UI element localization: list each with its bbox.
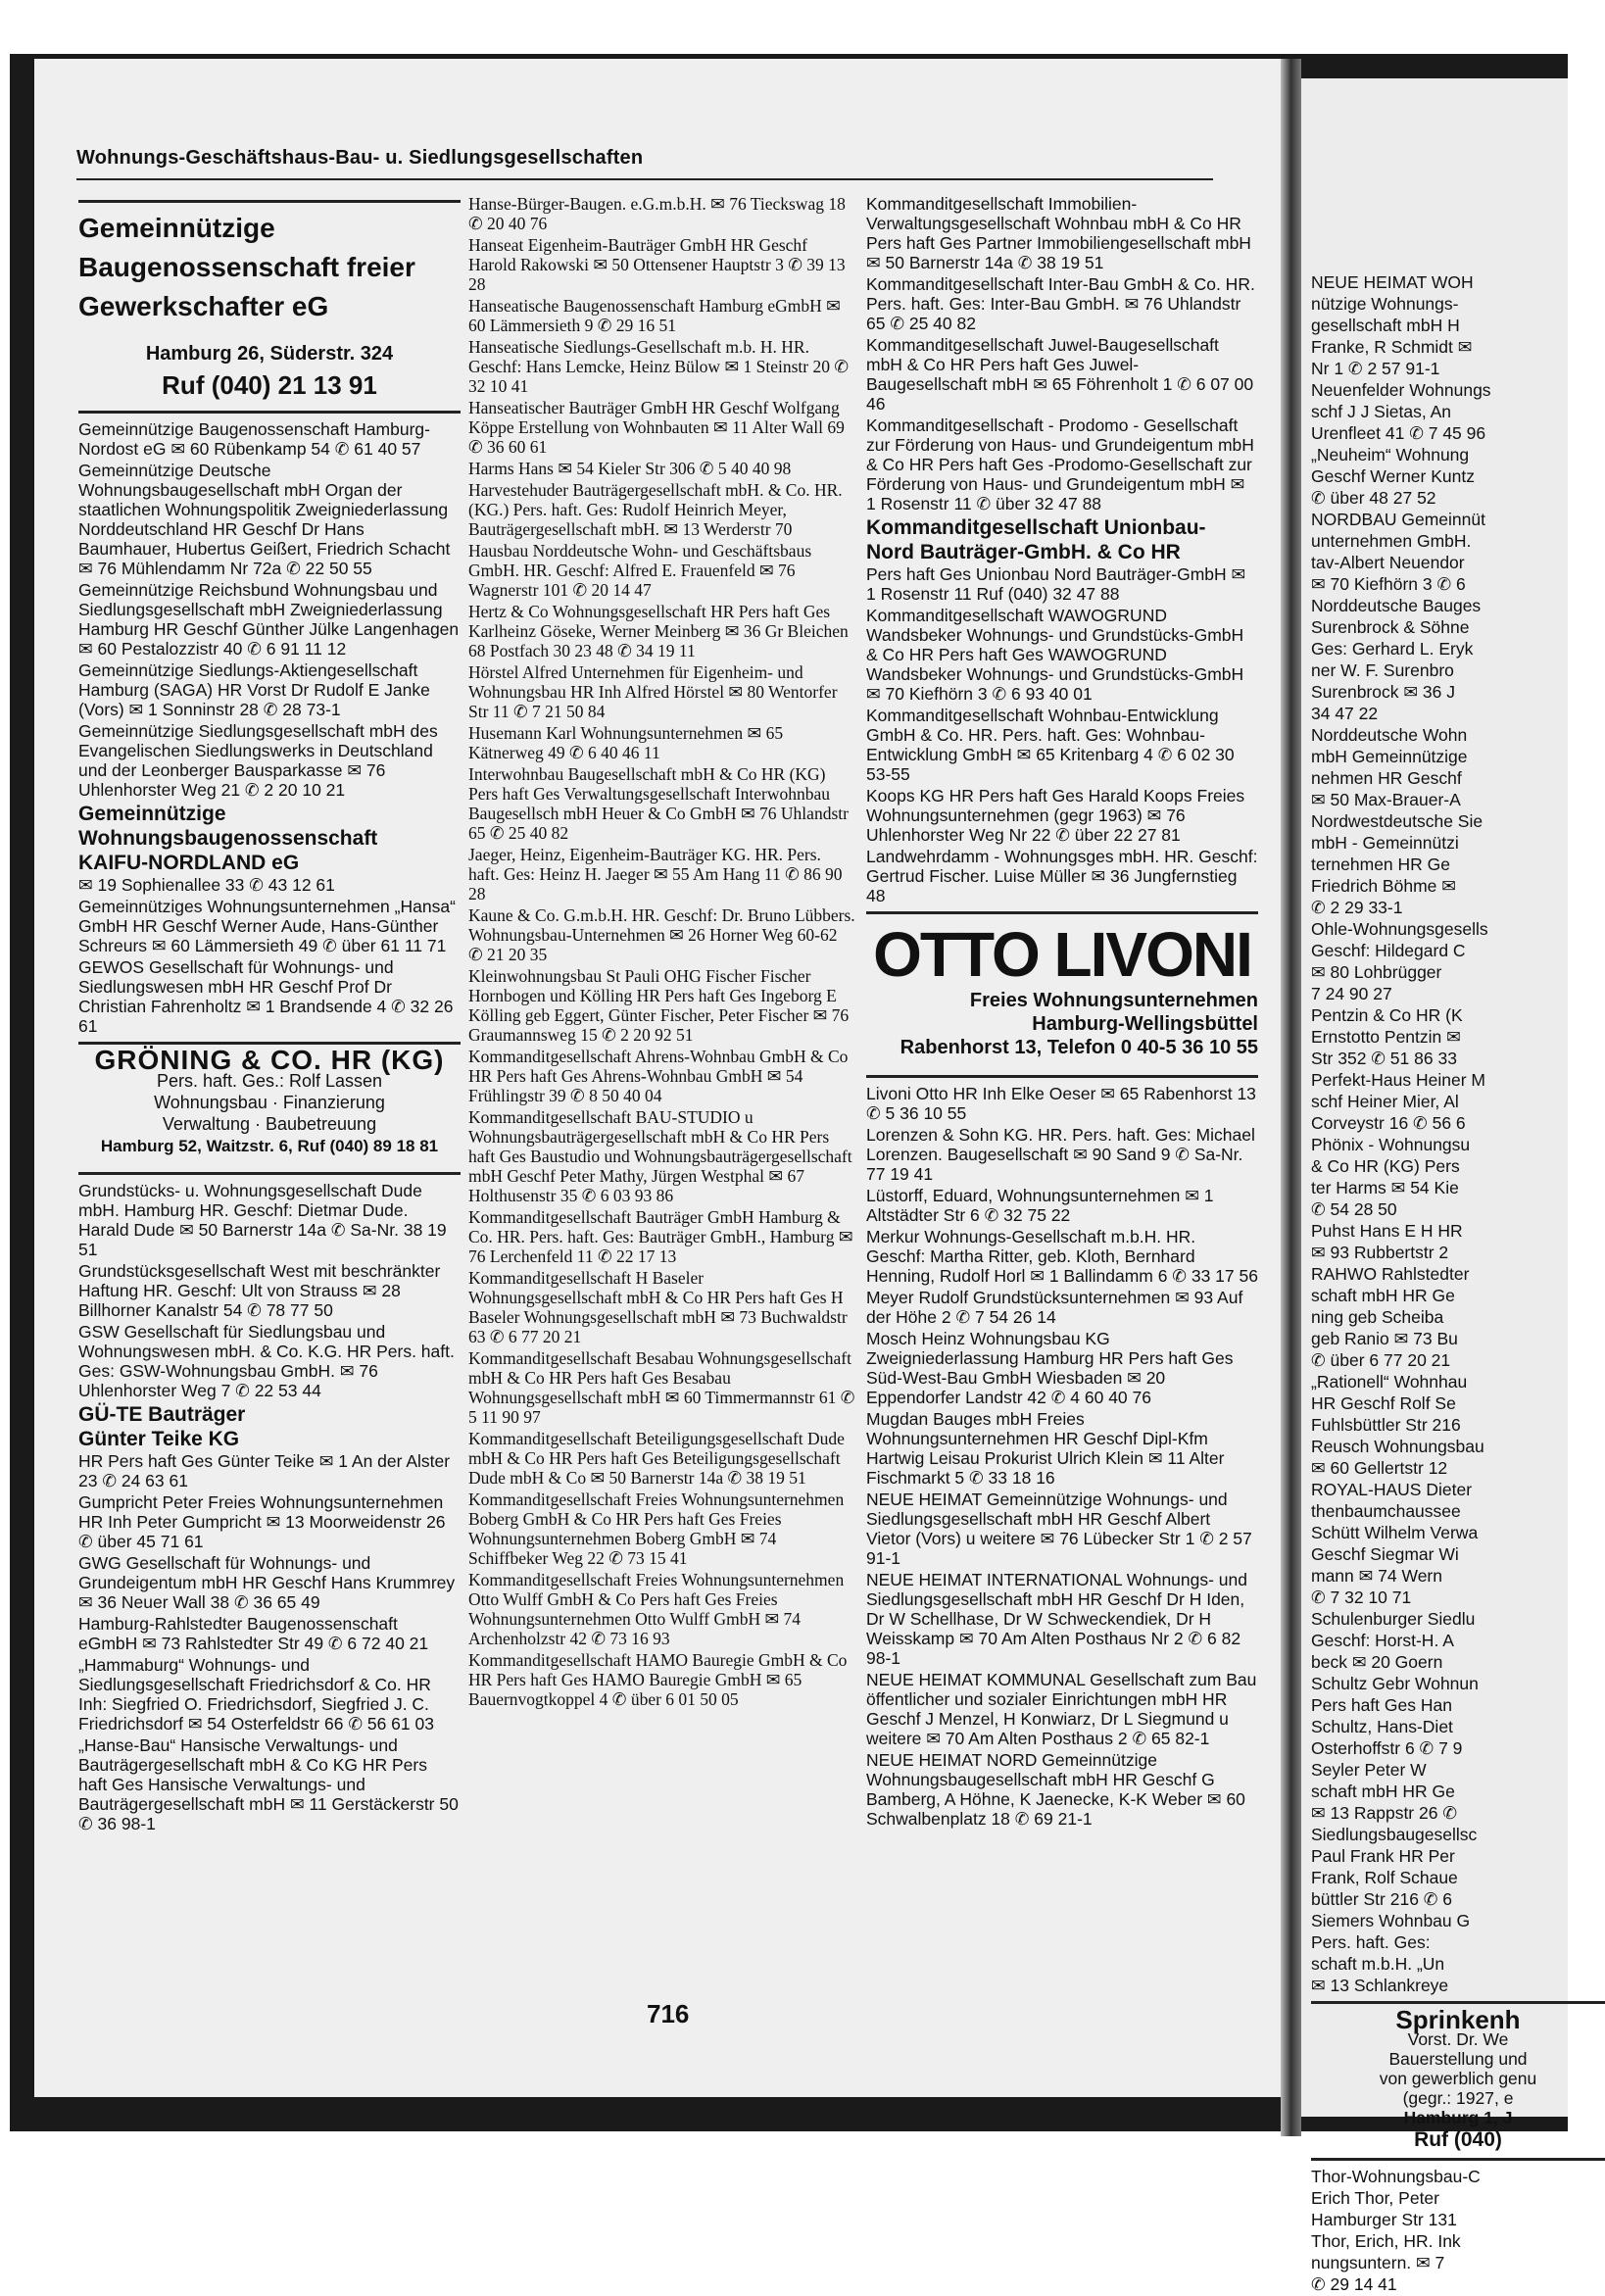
list-item-fragment: Seyler Peter W bbox=[1311, 1760, 1427, 1780]
list-item: Grundstücksgesellschaft West mit beschränkter Haftung HR. Geschf: Ult von Strauss ✉ 28 Billhorner Kanalstr 54 ✆ 78 77 50 bbox=[78, 1261, 441, 1320]
ad-address: Hamburg 1, J bbox=[1403, 2108, 1513, 2127]
list-item-fragment: unternehmen GmbH. bbox=[1311, 531, 1472, 551]
list-item-fragment: schf Heiner Mier, Al bbox=[1311, 1092, 1459, 1111]
column-4 bbox=[1311, 272, 1605, 2296]
list-item: Kommanditgesellschaft Beteiligungsgesellschaft Dude mbH & Co HR Pers haft Ges Beteiligungsgesellschaft Dude mbH & Co ✉ 50 Barnerstr 14a ✆ 38 19 51 bbox=[468, 1429, 845, 1488]
entry-name-line: Gemeinnützige bbox=[78, 803, 226, 825]
ad-name-line: Gewerkschafter eG bbox=[78, 291, 329, 321]
list-item: Hertz & Co Wohnungsgesellschaft HR Pers haft Ges Karlheinz Göseke, Werner Meinberg ✉ 36 Gr Bleichen 68 Postfach 30 23 48 ✆ 34 19 11 bbox=[468, 602, 849, 660]
list-item-fragment: Erich Thor, Peter bbox=[1311, 2188, 1439, 2208]
list-item: Gemeinnützige Siedlungsgesellschaft mbH des Evangelischen Siedlungswerks in Deutschland und der Leonberger Bausparkasse ✉ 76 Uhlenhorster Weg 21 ✆ 2 20 10 21 bbox=[78, 721, 438, 800]
list-item-fragment: Pers haft Ges Han bbox=[1311, 1695, 1452, 1715]
ad-line: Pers. haft. Ges.: Rolf Lassen bbox=[156, 1071, 383, 1091]
list-item: Kaune & Co. G.m.b.H. HR. Geschf: Dr. Bruno Lübbers. Wohnungsbau-Unternehmen ✉ 26 Horner Weg 60-62 ✆ 21 20 35 bbox=[468, 905, 855, 964]
list-item: Kommanditgesellschaft Juwel-Baugesellschaft mbH & Co HR Pers haft Ges Juwel-Baugesellschaft mbH ✉ 65 Föhrenholt 1 ✆ 6 07 00 46 bbox=[866, 335, 1254, 414]
list-item-fragment: Friedrich Böhme ✉ bbox=[1311, 876, 1456, 896]
list-item-fragment: Geschf: Hildegard C bbox=[1311, 941, 1466, 960]
list-item: NEUE HEIMAT INTERNATIONAL Wohnungs- und Siedlungsgesellschaft mbH HR Geschf Dr H Iden, Dr W Schellhase, Dr W Schweckendiek, Dr H Weisskamp ✉ 70 Am Alten Posthaus Nr 2 ✆ 6 82 98-1 bbox=[866, 1570, 1248, 1668]
list-item: NEUE HEIMAT KOMMUNAL Gesellschaft zum Bau öffentlicher und sozialer Einrichtungen mbH HR Geschf J Menzel, H Konwiarz, Dr L Siegmund u weitere ✉ 70 Am Alten Posthaus 2 ✆ 65 82-1 bbox=[866, 1670, 1257, 1748]
list-item: Kommanditgesellschaft - Prodomo - Gesellschaft zur Förderung von Haus- und Grundeigentum mbH & Co HR Pers haft Ges -Prodomo-Gesellschaft zur Förderung von Haus- und Grundeigentum mbH ✉ 1 Rosenstr 11 ✆ über 32 47 88 bbox=[866, 415, 1254, 513]
list-item-fragment: Ernstotto Pentzin ✉ bbox=[1311, 1027, 1461, 1047]
list-item: Gumpricht Peter Freies Wohnungsunternehmen HR Inh Peter Gumpricht ✉ 13 Moorweidenstr 26 ✆ über 45 71 61 bbox=[78, 1492, 446, 1551]
list-item-fragment: ✉ 70 Kiefhörn 3 ✆ 6 bbox=[1311, 574, 1466, 594]
list-item-fragment: ✆ 54 28 50 bbox=[1311, 1199, 1397, 1219]
list-item-fragment: Norddeutsche Bauges bbox=[1311, 596, 1482, 615]
list-item-fragment: schaft mbH HR Ge bbox=[1311, 1782, 1455, 1801]
list-item: Landwehrdamm - Wohnungsges mbH. HR. Geschf: Gertrud Fischer. Luise Müller ✉ 36 Jungfernstieg 48 bbox=[866, 847, 1258, 905]
list-item: Harms Hans ✉ 54 Kieler Str 306 ✆ 5 40 40 98 bbox=[468, 459, 792, 478]
list-item-fragment: Siedlungsbaugesellsc bbox=[1311, 1825, 1478, 1844]
ad-line: (gegr.: 1927, e bbox=[1402, 2088, 1514, 2108]
entry-kaifu-nordland bbox=[78, 802, 461, 895]
list-item-fragment: ✉ 50 Max-Brauer-A bbox=[1311, 790, 1461, 809]
column-3 bbox=[866, 194, 1258, 1831]
list-item-fragment: Ges: Gerhard L. Eryk bbox=[1311, 639, 1474, 659]
list-item-fragment: Reusch Wohnungsbau bbox=[1311, 1437, 1484, 1456]
list-item-fragment: ROYAL-HAUS Dieter bbox=[1311, 1480, 1473, 1499]
list-item-fragment: thenbaumchaussee bbox=[1311, 1501, 1461, 1521]
column-2 bbox=[468, 194, 855, 1711]
list-item-fragment: Geschf Werner Kuntz bbox=[1311, 466, 1475, 486]
list-item: NEUE HEIMAT Gemeinnützige Wohnungs- und Siedlungsgesellschaft mbH HR Geschf Albert Vietor (Vors) u weitere ✉ 76 Lübecker Str 1 ✆ 2 57 91-1 bbox=[866, 1490, 1252, 1568]
ad-phone: Ruf (040) bbox=[1414, 2128, 1502, 2151]
list-item-fragment: NORDBAU Gemeinnüt bbox=[1311, 510, 1485, 529]
column-1 bbox=[78, 194, 461, 1835]
list-item-fragment: „Neuheim“ Wohnung bbox=[1311, 445, 1470, 464]
list-item-fragment: Str 352 ✆ 51 86 33 bbox=[1311, 1049, 1457, 1068]
list-item-fragment: Geschf Siegmar Wi bbox=[1311, 1544, 1459, 1564]
list-item-fragment: büttler Str 216 ✆ 6 bbox=[1311, 1889, 1453, 1909]
page-right bbox=[1301, 78, 1568, 2294]
ad-sprinkenhof bbox=[1311, 2001, 1605, 2152]
list-item: Hörstel Alfred Unternehmen für Eigenheim- und Wohnungsbau HR Inh Alfred Hörstel ✉ 80 Wentorfer Str 11 ✆ 7 21 50 84 bbox=[468, 662, 838, 721]
list-item-fragment: ✉ 13 Schlankreye bbox=[1311, 1976, 1449, 1995]
list-item-fragment: NEUE HEIMAT WOH bbox=[1311, 272, 1474, 292]
list-item: Kleinwohnungsbau St Pauli OHG Fischer Fischer Hornbogen und Kölling HR Pers haft Ges Ingeborg E Kölling geb Eggert, Günter Fischer, Peter Fischer ✉ 76 Graumannsweg 15 ✆ 2 20 92 51 bbox=[468, 966, 850, 1045]
list-item-fragment: geb Ranio ✉ 73 Bu bbox=[1311, 1329, 1458, 1348]
ad-name: Sprinkenh bbox=[1395, 2005, 1521, 2034]
list-item: Kommanditgesellschaft Wohnbau-Entwicklung GmbH & Co. HR. Pers. haft. Ges: Wohnbau-Entwicklung GmbH ✉ 65 Kritenbarg 4 ✆ 6 02 30 53-55 bbox=[866, 706, 1235, 784]
list-item-fragment: Urenfleet 41 ✆ 7 45 96 bbox=[1311, 423, 1486, 443]
list-item-fragment: Siemers Wohnbau G bbox=[1311, 1911, 1471, 1930]
entry-detail: Pers haft Ges Unionbau Nord Bauträger-GmbH ✉ 1 Rosenstr 11 Ruf (040) 32 47 88 bbox=[866, 564, 1246, 604]
list-item: Gemeinnützige Siedlungs-Aktiengesellschaft Hamburg (SAGA) HR Vorst Dr Rudolf E Janke (Vors) ✉ 1 Sonninstr 28 ✆ 28 73-1 bbox=[78, 660, 430, 719]
list-item: Kommanditgesellschaft H Baseler Wohnungsgesellschaft mbH & Co HR Pers haft Ges H Baseler Wohnungsgesellschaft mbH ✉ 73 Buchwaldstr 63 ✆ 6 77 20 21 bbox=[468, 1268, 848, 1346]
entries-group-b bbox=[1311, 2158, 1605, 2294]
list-item: „Hammaburg“ Wohnungs- und Siedlungsgesellschaft Friedrichsdorf & Co. HR Inh: Siegfried O. Friedrichsdorf, Siegfried J. C. Friedrichsdorf ✉ 54 Osterfeldstr 66 ✆ 56 61 03 bbox=[78, 1655, 434, 1734]
list-item-fragment: Paul Frank HR Per bbox=[1311, 1846, 1455, 1866]
ad-line: Hamburg-Wellingsbüttel bbox=[1032, 1013, 1258, 1035]
list-item-fragment: gesellschaft mbH H bbox=[1311, 316, 1460, 335]
list-item-fragment: ✆ über 48 27 52 bbox=[1311, 488, 1436, 508]
entry-name-line: Nord Bauträger-GmbH. & Co HR bbox=[866, 541, 1181, 563]
ad-groening bbox=[78, 1042, 461, 1166]
list-item: Kommanditgesellschaft Bauträger GmbH Hamburg & Co. HR. Pers. haft. Ges: Bauträger GmbH., Hamburg ✉ 76 Lerchenfeld 11 ✆ 22 17 13 bbox=[468, 1207, 853, 1266]
list-item: Kommanditgesellschaft WAWOGRUND Wandsbeker Wohnungs- und Grundstücks-GmbH & Co HR Pers haft Ges WAWOGRUND Wandsbeker Wohnungs- und Grundstücks-GmbH ✉ 70 Kiefhörn 3 ✆ 6 93 40 01 bbox=[866, 606, 1244, 704]
list-item: Kommanditgesellschaft Besabau Wohnungsgesellschaft mbH & Co HR Pers haft Ges Besabau Wohnungsgesellschaft mbH ✉ 60 Timmermannstr 61 ✆ 5 11 90 97 bbox=[468, 1348, 855, 1427]
list-item-fragment: ternehmen HR Ge bbox=[1311, 855, 1451, 874]
entries-group-c bbox=[866, 1075, 1258, 1829]
list-item-fragment: nützige Wohnungs- bbox=[1311, 294, 1459, 314]
list-item-fragment: ✉ 80 Lohbrügger bbox=[1311, 962, 1442, 982]
list-item-fragment: 7 24 90 27 bbox=[1311, 984, 1392, 1003]
list-item: Hausbau Norddeutsche Wohn- und Geschäftsbaus GmbH. HR. Geschf: Alfred E. Frauenfeld ✉ 76 Wagnerstr 101 ✆ 20 14 47 bbox=[468, 541, 812, 600]
list-item-fragment: Surenbrock & Söhne bbox=[1311, 617, 1470, 637]
list-item: Husemann Karl Wohnungsunternehmen ✉ 65 Kätnerweg 49 ✆ 6 40 46 11 bbox=[468, 723, 784, 762]
ad-line: Freies Wohnungsunternehmen bbox=[969, 990, 1258, 1011]
list-item: Jaeger, Heinz, Eigenheim-Bauträger KG. HR. Pers. haft. Ges: Heinz H. Jaeger ✉ 55 Am Hang 11 ✆ 86 90 28 bbox=[468, 845, 843, 904]
page-header: Wohnungs-Geschäftshaus-Bau- u. Siedlungsgesellschaften bbox=[76, 147, 644, 169]
ad-name-line: Baugenossenschaft freier bbox=[78, 252, 415, 282]
ad-phone: Ruf (040) 21 13 91 bbox=[162, 370, 377, 400]
list-item-fragment: Osterhoffstr 6 ✆ 7 9 bbox=[1311, 1738, 1463, 1758]
list-item-fragment: ✆ 29 14 41 bbox=[1311, 2274, 1397, 2294]
list-item: Hanseatische Siedlungs-Gesellschaft m.b. H. HR. Geschf: Hans Lemcke, Heinz Bülow ✉ 1 Steinstr 20 ✆ 32 10 41 bbox=[468, 337, 849, 396]
list-item-fragment: beck ✉ 20 Goern bbox=[1311, 1652, 1443, 1672]
entry-unionbau bbox=[866, 515, 1258, 604]
ad-line: Rabenhorst 13, Telefon 0 40-5 36 10 55 bbox=[900, 1037, 1258, 1058]
list-item: Kommanditgesellschaft HAMO Bauregie GmbH & Co HR Pers haft Ges HAMO Bauregie GmbH ✉ 65 Bauernvogtkoppel 4 ✆ über 6 01 50 05 bbox=[468, 1650, 848, 1709]
entry-guete bbox=[78, 1402, 461, 1490]
list-item: Hamburg-Rahlstedter Baugenossenschaft eGmbH ✉ 73 Rahlstedter Str 49 ✆ 6 72 40 21 bbox=[78, 1614, 429, 1653]
list-item-fragment: schf J J Sietas, An bbox=[1311, 402, 1451, 421]
list-item: Interwohnbau Baugesellschaft mbH & Co HR (KG) Pers haft Ges Verwaltungsgesellschaft Interwohnbau Baugesellsch mbH Heuer & Co GmbH ✉ 76 Uhlandstr 65 ✆ 25 40 82 bbox=[468, 764, 849, 843]
ad-otto-livoni bbox=[866, 911, 1258, 1069]
ad-gemeinnuetzige-baugenossenschaft bbox=[78, 200, 461, 405]
list-item: Kommanditgesellschaft Immobilien-Verwaltungsgesellschaft Wohnbau mbH & Co HR Pers haft Ges Partner Immobiliengesellschaft mbH ✉ 50 Barnerstr 14a ✆ 38 19 51 bbox=[866, 194, 1251, 272]
list-item-fragment: Neuenfelder Wohnungs bbox=[1311, 380, 1491, 400]
list-item: Gemeinnützige Baugenossenschaft Hamburg-Nordost eG ✉ 60 Rübenkamp 54 ✆ 61 40 57 bbox=[78, 419, 430, 459]
list-item: Kommanditgesellschaft BAU-STUDIO u Wohnungsbauträgergesellschaft mbH & Co HR Pers haft Ges Baustudio und Wohnungsbauträgergesellschaft mbH Geschf Peter Mathy, Jürgen Westphal ✉ 67 Holthusenstr 35 ✆ 6 03 93 86 bbox=[468, 1107, 852, 1205]
list-item-fragment: schaft m.b.H. „Un bbox=[1311, 1954, 1445, 1974]
list-item-fragment: Schütt Wilhelm Verwa bbox=[1311, 1523, 1479, 1542]
list-item: Hanse-Bürger-Baugen. e.G.m.b.H. ✉ 76 Tieckswag 18 ✆ 20 40 76 bbox=[468, 194, 846, 233]
entry-name-line: Günter Teike KG bbox=[78, 1428, 240, 1450]
ad-line: Verwaltung · Baubetreuung bbox=[162, 1114, 377, 1134]
list-item: „Hanse-Bau“ Hansische Verwaltungs- und Bauträgergesellschaft mbH & Co KG HR Pers haft Ges Hansische Verwaltungs- und Bauträgergesellschaft mbH ✉ 11 Gerstäckerstr 50 ✆ 36 98-1 bbox=[78, 1735, 459, 1833]
list-item: Merkur Wohnungs-Gesellschaft m.b.H. HR. Geschf: Martha Ritter, geb. Kloth, Bernhard Henning, Rudolf Horl ✉ 1 Ballindamm 6 ✆ 33 17 56 bbox=[866, 1227, 1258, 1286]
list-item-fragment: ning geb Scheiba bbox=[1311, 1307, 1444, 1327]
ad-line: Bauerstellung und bbox=[1388, 2049, 1528, 2069]
ad-address: Hamburg 52, Waitzstr. 6, Ruf (040) 89 18 81 bbox=[100, 1137, 439, 1155]
entry-name-line: Kommanditgesellschaft Unionbau- bbox=[866, 516, 1206, 539]
list-item: Hanseatischer Bauträger GmbH HR Geschf Wolfgang Köppe Erstellung von Wohnbauten ✉ 11 Alter Wall 69 ✆ 36 60 61 bbox=[468, 398, 845, 457]
list-item-fragment: Puhst Hans E H HR bbox=[1311, 1221, 1463, 1241]
list-item-fragment: Schultz, Hans-Diet bbox=[1311, 1717, 1453, 1736]
list-item: Grundstücks- u. Wohnungsgesellschaft Dude mbH. Hamburg HR. Geschf: Dietmar Dude. Harald Dude ✉ 50 Barnerstr 14a ✆ Sa-Nr. 38 19 51 bbox=[78, 1181, 447, 1259]
list-item: Hanseat Eigenheim-Bauträger GmbH HR Geschf Harold Rakowski ✉ 50 Ottensener Hauptstr 3 ✆ 39 13 28 bbox=[468, 235, 846, 294]
list-item-fragment: „Rationell“ Wohnhau bbox=[1311, 1372, 1468, 1392]
entry-name-line: Wohnungsbaugenossenschaft bbox=[78, 827, 378, 850]
entry-detail: ✉ 19 Sophienallee 33 ✆ 43 12 61 bbox=[78, 875, 335, 895]
list-item-fragment: ✆ über 6 77 20 21 bbox=[1311, 1350, 1451, 1370]
list-item: Kommanditgesellschaft Freies Wohnungsunternehmen Boberg GmbH & Co HR Pers haft Ges Freies Wohnungsunternehmen Boberg GmbH ✉ 74 Schiffbeker Weg 22 ✆ 73 15 41 bbox=[468, 1490, 845, 1568]
entry-name-line: GÜ-TE Bauträger bbox=[78, 1403, 246, 1426]
list-item-fragment: Pentzin & Co HR (K bbox=[1311, 1005, 1463, 1025]
list-item-fragment: Fuhlsbüttler Str 216 bbox=[1311, 1415, 1461, 1435]
list-item-fragment: mbH - Gemeinnützi bbox=[1311, 833, 1459, 853]
list-item: Mugdan Bauges mbH Freies Wohnungsunternehmen HR Geschf Dipl-Kfm Hartwig Leisau Prokurist Ulrich Klein ✉ 11 Alter Fischmarkt 5 ✆ 33 18 16 bbox=[866, 1409, 1225, 1488]
list-item-fragment: Pers. haft. Ges: bbox=[1311, 1932, 1431, 1952]
entries-group-c bbox=[78, 1172, 461, 1400]
list-item: Kommanditgesellschaft Freies Wohnungsunternehmen Otto Wulff GmbH & Co Pers haft Ges Freies Wohnungsunternehmen Otto Wulff GmbH ✉ 74 Archenholzstr 42 ✆ 73 16 93 bbox=[468, 1570, 845, 1648]
list-item-fragment: ✉ 93 Rubbertstr 2 bbox=[1311, 1243, 1449, 1262]
ad-name-line: Gemeinnützige bbox=[78, 213, 275, 243]
list-item-fragment: RAHWO Rahlstedter bbox=[1311, 1264, 1470, 1284]
entry-name-line: KAIFU-NORDLAND eG bbox=[78, 852, 300, 874]
list-item-fragment: & Co HR (KG) Pers bbox=[1311, 1156, 1460, 1176]
entry-detail: HR Pers haft Ges Günter Teike ✉ 1 An der Alster 23 ✆ 24 63 61 bbox=[78, 1451, 451, 1490]
list-item: Kommanditgesellschaft Inter-Bau GmbH & Co. HR. Pers. haft. Ges: Inter-Bau GmbH. ✉ 76 Uhlandstr 65 ✆ 25 40 82 bbox=[866, 274, 1255, 333]
list-item: Lüstorff, Eduard, Wohnungsunternehmen ✉ 1 Altstädter Str 6 ✆ 32 75 22 bbox=[866, 1186, 1214, 1225]
header-rule bbox=[76, 178, 1213, 180]
list-item-fragment: HR Geschf Rolf Se bbox=[1311, 1393, 1456, 1413]
list-item-fragment: Schultz Gebr Wohnun bbox=[1311, 1674, 1479, 1693]
list-item-fragment: mbH Gemeinnützige bbox=[1311, 747, 1468, 766]
list-item-fragment: Ohle-Wohnungsgesells bbox=[1311, 919, 1488, 939]
list-item-fragment: Norddeutsche Wohn bbox=[1311, 725, 1468, 745]
list-item: Gemeinnützige Deutsche Wohnungsbaugesellschaft mbH Organ der staatlichen Wohnungspolitik Zweigniederlassung Norddeutschland HR Geschf Dr Hans Baumhauer, Hubertus Geißert, Friedrich Schacht ✉ 76 Mühlendamm Nr 72a ✆ 22 50 55 bbox=[78, 461, 451, 578]
list-item: GSW Gesellschaft für Siedlungsbau und Wohnungswesen mbH. & Co. K.G. HR Pers. haft. Ges: GSW-Wohnungsbau GmbH. ✉ 76 Uhlenhorster Weg 7 ✆ 22 53 44 bbox=[78, 1322, 455, 1400]
ad-line: von gewerblich genu bbox=[1379, 2069, 1537, 2088]
list-item: Kommanditgesellschaft Ahrens-Wohnbau GmbH & Co HR Pers haft Ges Ahrens-Wohnbau GmbH ✉ 54 Frühlingstr 39 ✆ 8 50 40 04 bbox=[468, 1047, 849, 1105]
list-item: Gemeinnützige Reichsbund Wohnungsbau und Siedlungsgesellschaft mbH Zweigniederlassung Hamburg HR Geschf Günther Jülke Langenhagen ✉ 60 Pestalozzistr 40 ✆ 6 91 11 12 bbox=[78, 580, 460, 659]
list-item: GWG Gesellschaft für Wohnungs- und Grundeigentum mbH HR Geschf Hans Krummrey ✉ 36 Neuer Wall 38 ✆ 36 65 49 bbox=[78, 1553, 456, 1612]
page-number: 716 bbox=[647, 1999, 690, 2028]
entries-group-b bbox=[866, 606, 1258, 905]
list-item-fragment: Perfekt-Haus Heiner M bbox=[1311, 1070, 1485, 1090]
ad-line: Wohnungsbau · Finanzierung bbox=[154, 1093, 385, 1112]
list-item-fragment: Frank, Rolf Schaue bbox=[1311, 1868, 1458, 1887]
list-item: Harvestehuder Bauträgergesellschaft mbH. & Co. HR. (KG.) Pers. haft. Ges: Rudolf Heinrich Meyer, Bauträgergesellschaft mbH. ✉ 13 Werderstr 70 bbox=[468, 480, 843, 539]
list-item-fragment: mann ✉ 74 Wern bbox=[1311, 1566, 1442, 1586]
list-item-fragment: ter Harms ✉ 54 Kie bbox=[1311, 1178, 1459, 1197]
list-item: Koops KG HR Pers haft Ges Harald Koops Freies Wohnungsunternehmen (gegr 1963) ✉ 76 Uhlenhorster Weg Nr 22 ✆ über 22 27 81 bbox=[866, 786, 1245, 845]
list-item: Hanseatische Baugenossenschaft Hamburg eGmbH ✉ 60 Lämmersieth 9 ✆ 29 16 51 bbox=[468, 296, 841, 335]
ad-name: GRÖNING & CO. HR (KG) bbox=[94, 1045, 445, 1075]
list-item-fragment: ✆ 2 29 33-1 bbox=[1311, 898, 1403, 917]
list-item-fragment: nungsuntern. ✉ 7 bbox=[1311, 2253, 1445, 2272]
list-item: Gemeinnütziges Wohnungsunternehmen „Hansa“ GmbH HR Geschf Werner Aude, Hans-Günther Schreurs ✉ 60 Lämmersieth 49 ✆ über 61 11 71 bbox=[78, 897, 456, 955]
list-item: Lorenzen & Sohn KG. HR. Pers. haft. Ges: Michael Lorenzen. Baugesellschaft ✉ 90 Sand 9 ✆ Sa-Nr. 77 19 41 bbox=[866, 1125, 1255, 1184]
list-item-fragment: 34 47 22 bbox=[1311, 704, 1379, 723]
list-item-fragment: Franke, R Schmidt ✉ bbox=[1311, 337, 1473, 357]
list-item-fragment: Nr 1 ✆ 2 57 91-1 bbox=[1311, 359, 1440, 378]
entries-group-d bbox=[78, 1492, 461, 1833]
list-item: GEWOS Gesellschaft für Wohnungs- und Siedlungswesen mbH HR Geschf Prof Dr Christian Fahrenholtz ✉ 1 Brandsende 4 ✆ 32 26 61 bbox=[78, 957, 454, 1036]
list-item-fragment: Geschf: Horst-H. A bbox=[1311, 1631, 1454, 1650]
list-item-fragment: Surenbrock ✉ 36 J bbox=[1311, 682, 1455, 702]
list-item-fragment: Corveystr 16 ✆ 56 6 bbox=[1311, 1113, 1466, 1133]
list-item: NEUE HEIMAT NORD Gemeinnützige Wohnungsbaugesellschaft mbH HR Geschf G Bamberg, A Höhne, K Jaenecke, K-K Weber ✉ 60 Schwalbenplatz 18 ✆ 69 21-1 bbox=[866, 1750, 1245, 1829]
list-item-fragment: ✉ 60 Gellertstr 12 bbox=[1311, 1458, 1448, 1478]
ad-line: Vorst. Dr. We bbox=[1407, 2029, 1509, 2049]
list-item-fragment: ✆ 7 32 10 71 bbox=[1311, 1588, 1412, 1607]
list-item: Livoni Otto HR Inh Elke Oeser ✉ 65 Rabenhorst 13 ✆ 5 36 10 55 bbox=[866, 1084, 1256, 1123]
list-item-fragment: Thor, Erich, HR. Ink bbox=[1311, 2231, 1461, 2251]
list-item: Mosch Heinz Wohnungsbau KG Zweigniederlassung Hamburg HR Pers haft Ges Süd-West-Bau GmbH Wiesbaden ✉ 20 Eppendorfer Landstr 42 ✆ 4 60 40 76 bbox=[866, 1329, 1234, 1407]
list-item-fragment: schaft mbH HR Ge bbox=[1311, 1286, 1455, 1305]
list-item-fragment: Hamburger Str 131 bbox=[1311, 2210, 1457, 2229]
list-item-fragment: tav-Albert Neuendor bbox=[1311, 553, 1465, 572]
entries-group-b bbox=[78, 897, 461, 1036]
ad-address: Hamburg 26, Süderstr. 324 bbox=[145, 343, 394, 365]
list-item-fragment: ner W. F. Surenbro bbox=[1311, 660, 1454, 680]
list-item-fragment: nehmen HR Geschf bbox=[1311, 768, 1462, 788]
book-gutter bbox=[1281, 59, 1301, 2136]
list-item-fragment: Schulenburger Siedlu bbox=[1311, 1609, 1476, 1629]
list-item: Meyer Rudolf Grundstücksunternehmen ✉ 93 Auf der Höhe 2 ✆ 7 54 26 14 bbox=[866, 1288, 1243, 1327]
list-item-fragment: Thor-Wohnungsbau-C bbox=[1311, 2167, 1481, 2186]
entries-group-a bbox=[78, 411, 461, 800]
list-item-fragment: Nordwestdeutsche Sie bbox=[1311, 811, 1483, 831]
list-item-fragment: ✉ 13 Rappstr 26 ✆ bbox=[1311, 1803, 1457, 1823]
list-item-fragment: Phönix - Wohnungsu bbox=[1311, 1135, 1471, 1154]
entries-group-a bbox=[866, 194, 1258, 513]
livoni-logo: OTTO LIVONI bbox=[873, 919, 1251, 990]
